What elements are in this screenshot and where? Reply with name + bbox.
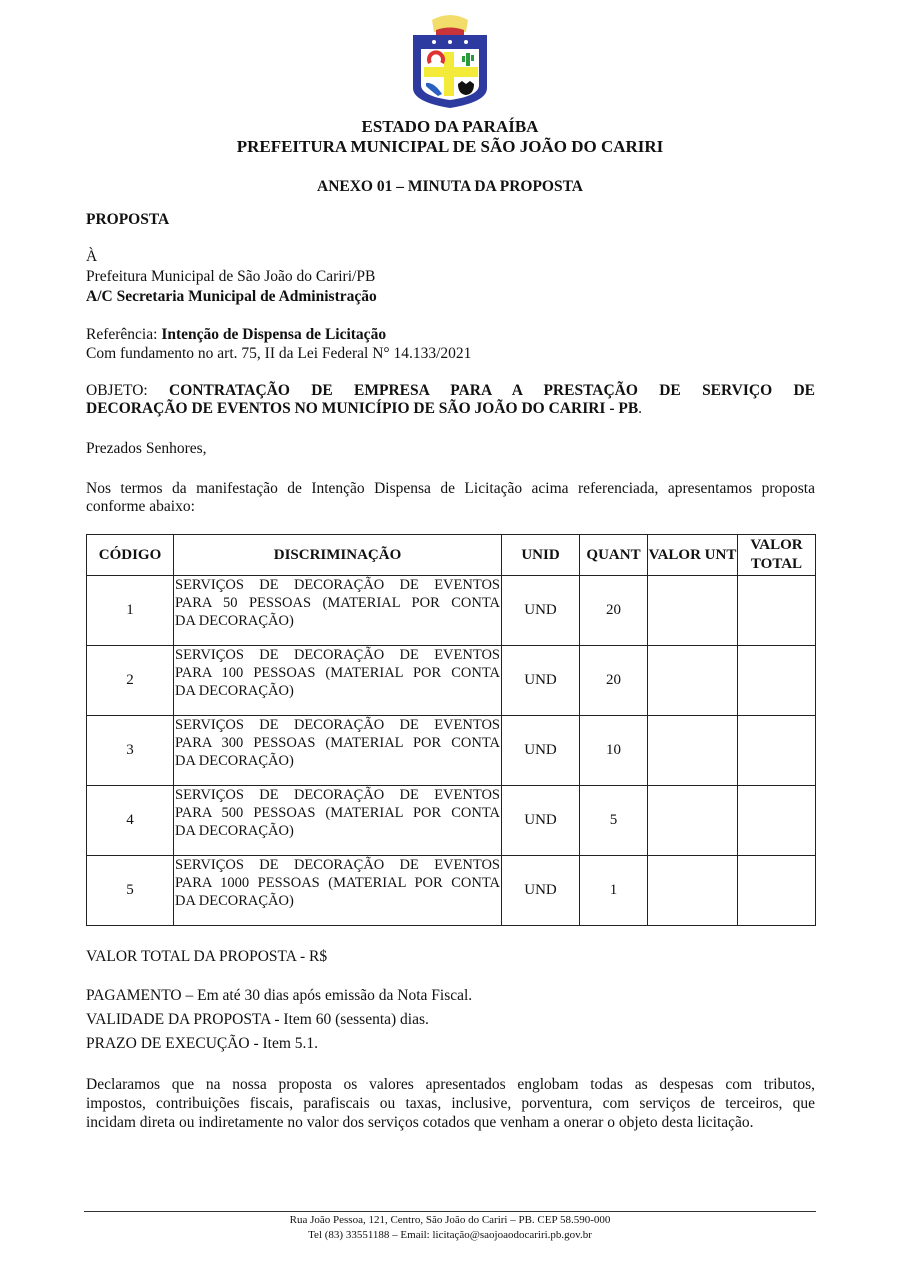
cell-unit: UND bbox=[502, 716, 580, 786]
description-line: PARA 300 PESSOAS (MATERIAL POR CONTA bbox=[175, 735, 500, 751]
cell-description bbox=[174, 646, 502, 716]
validity-terms: VALIDADE DA PROPOSTA - Item 60 (sessenta) dias. bbox=[86, 1011, 429, 1028]
declaration-line1: Declaramos que na nossa proposta os valores apresentados englobam todas as despesas com tributos, bbox=[86, 1076, 815, 1093]
description-line: PARA 100 PESSOAS (MATERIAL POR CONTA bbox=[175, 665, 500, 681]
description-line: PARA 500 PESSOAS (MATERIAL POR CONTA bbox=[175, 805, 500, 821]
cell-total-value[interactable] bbox=[738, 856, 816, 926]
greeting: Prezados Senhores, bbox=[86, 440, 207, 457]
municipal-coat-of-arms-logo bbox=[410, 10, 490, 110]
cell-unit: UND bbox=[502, 856, 580, 926]
cell-quantity: 5 bbox=[580, 786, 648, 856]
header-unit: UNID bbox=[502, 535, 580, 576]
execution-deadline: PRAZO DE EXECUÇÃO - Item 5.1. bbox=[86, 1035, 319, 1052]
footer-address: Rua João Pessoa, 121, Centro, São João do Cariri – PB. CEP 58.590-000 bbox=[289, 1214, 611, 1226]
addressee-to: À bbox=[86, 248, 98, 265]
reference-value: Intenção de Dispensa de Licitação bbox=[161, 326, 387, 343]
table-row bbox=[87, 646, 816, 716]
description-line: PARA 50 PESSOAS (MATERIAL POR CONTA bbox=[175, 595, 500, 611]
header-description: DISCRIMINAÇÃO bbox=[174, 535, 502, 576]
cell-unit: UND bbox=[502, 786, 580, 856]
cell-unit-value[interactable] bbox=[648, 786, 738, 856]
description-line: DA DECORAÇÃO) bbox=[175, 823, 294, 839]
description-line: SERVIÇOS DE DECORAÇÃO DE EVENTOS bbox=[175, 787, 500, 803]
reference bbox=[86, 326, 815, 344]
municipality-heading: PREFEITURA MUNICIPAL DE SÃO JOÃO DO CARIRI bbox=[236, 137, 664, 156]
cell-code: 5 bbox=[87, 856, 174, 926]
state-heading: ESTADO DA PARAÍBA bbox=[361, 117, 539, 136]
description-line: DA DECORAÇÃO) bbox=[175, 683, 294, 699]
cell-quantity: 10 bbox=[580, 716, 648, 786]
cell-quantity: 20 bbox=[580, 576, 648, 646]
cell-total-value[interactable] bbox=[738, 646, 816, 716]
cell-unit: UND bbox=[502, 646, 580, 716]
cell-total-value[interactable] bbox=[738, 716, 816, 786]
addressee-line2: A/C Secretaria Municipal de Administração bbox=[86, 288, 377, 305]
table-row bbox=[87, 576, 816, 646]
cell-unit-value[interactable] bbox=[648, 716, 738, 786]
header-total-value: VALOR TOTAL bbox=[738, 535, 816, 576]
object-text-1: CONTRATAÇÃO DE EMPRESA PARA A PRESTAÇÃO DE SERVIÇO DE bbox=[169, 382, 815, 399]
cell-total-value[interactable] bbox=[738, 786, 816, 856]
object-end: . bbox=[638, 400, 643, 417]
intro-line1: Nos termos da manifestação de Intenção Dispensa de Licitação acima referenciada, apresentamos proposta bbox=[86, 480, 815, 497]
object-label: OBJETO: bbox=[86, 382, 170, 399]
cell-quantity: 20 bbox=[580, 646, 648, 716]
cell-unit-value[interactable] bbox=[648, 646, 738, 716]
header-unit-value: VALOR UNT bbox=[648, 535, 738, 576]
description-line: DA DECORAÇÃO) bbox=[175, 893, 294, 909]
cell-unit: UND bbox=[502, 576, 580, 646]
header-quantity: QUANT bbox=[580, 535, 648, 576]
cell-code: 4 bbox=[87, 786, 174, 856]
proposal-table bbox=[86, 534, 816, 926]
cell-description bbox=[174, 716, 502, 786]
object-line1 bbox=[86, 382, 815, 400]
table-row bbox=[87, 856, 816, 926]
cell-unit-value[interactable] bbox=[648, 576, 738, 646]
cell-code: 1 bbox=[87, 576, 174, 646]
description-line: DA DECORAÇÃO) bbox=[175, 753, 294, 769]
description-line: SERVIÇOS DE DECORAÇÃO DE EVENTOS bbox=[175, 717, 500, 733]
addressee-line1: Prefeitura Municipal de São João do Cariri/PB bbox=[86, 268, 376, 285]
cell-unit-value[interactable] bbox=[648, 856, 738, 926]
reference-label: Referência: bbox=[86, 326, 162, 343]
header-code: CÓDIGO bbox=[87, 535, 174, 576]
description-line: SERVIÇOS DE DECORAÇÃO DE EVENTOS bbox=[175, 857, 500, 873]
cell-description bbox=[174, 786, 502, 856]
description-line: PARA 1000 PESSOAS (MATERIAL POR CONTA bbox=[175, 875, 500, 891]
description-line: SERVIÇOS DE DECORAÇÃO DE EVENTOS bbox=[175, 647, 500, 663]
footer-divider bbox=[84, 1211, 816, 1212]
table-row bbox=[87, 716, 816, 786]
intro-line2: conforme abaixo: bbox=[86, 498, 195, 515]
proposal-total: VALOR TOTAL DA PROPOSTA - R$ bbox=[86, 948, 328, 965]
table-row bbox=[87, 786, 816, 856]
description-line: DA DECORAÇÃO) bbox=[175, 613, 294, 629]
cell-code: 3 bbox=[87, 716, 174, 786]
cell-total-value[interactable] bbox=[738, 576, 816, 646]
declaration-line2: impostos, contribuições fiscais, parafiscais ou taxas, inclusive, porventura, com serviços de terceiros, que bbox=[86, 1095, 815, 1112]
cell-quantity: 1 bbox=[580, 856, 648, 926]
payment-terms: PAGAMENTO – Em até 30 dias após emissão da Nota Fiscal. bbox=[86, 987, 473, 1004]
table-header-row bbox=[87, 535, 816, 576]
cell-code: 2 bbox=[87, 646, 174, 716]
declaration-line3: incidam direta ou indiretamente no valor dos serviços cotados que venham a onerar o objeto desta licitação. bbox=[86, 1114, 754, 1131]
object-line2 bbox=[86, 400, 815, 418]
description-line: SERVIÇOS DE DECORAÇÃO DE EVENTOS bbox=[175, 577, 500, 593]
annex-title: ANEXO 01 – MINUTA DA PROPOSTA bbox=[317, 178, 583, 195]
proposal-heading: PROPOSTA bbox=[86, 211, 170, 228]
cell-description bbox=[174, 576, 502, 646]
cell-description bbox=[174, 856, 502, 926]
legal-basis: Com fundamento no art. 75, II da Lei Federal N° 14.133/2021 bbox=[86, 345, 472, 362]
footer-contact: Tel (83) 33551188 – Email: licitação@saojoaodocariri.pb.gov.br bbox=[308, 1229, 592, 1241]
object-text-2: DECORAÇÃO DE EVENTOS NO MUNICÍPIO DE SÃO JOÃO DO CARIRI - PB bbox=[86, 400, 639, 417]
